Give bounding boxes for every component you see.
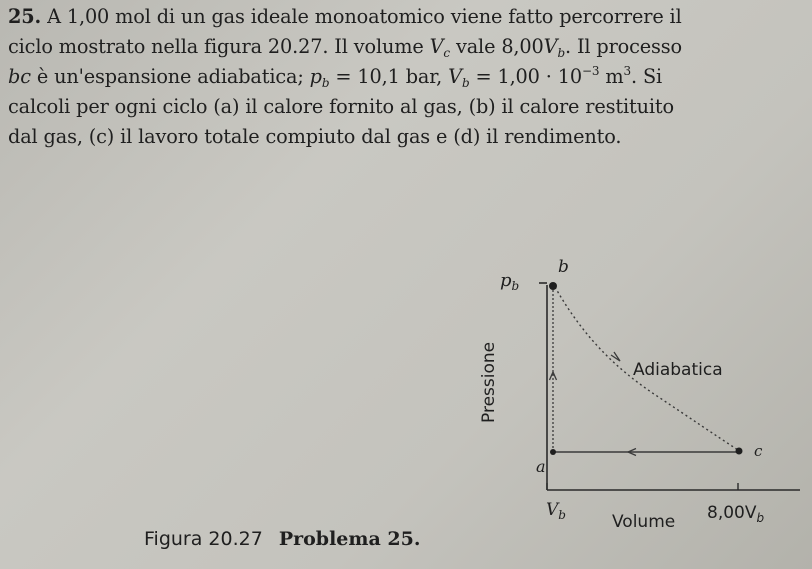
problem-line-4: calcoli per ogni ciclo (a) il calore fornito al gas, (b) il calore restituito: [8, 95, 674, 118]
x-axis-label: Volume: [612, 512, 676, 532]
problem-line-3: bc è un'espansione adiabatica; $p_b = 10,1$ bar, $V_b = 1,00 \cdot 10^{-3}$ $m^3$. Si: [8, 64, 663, 90]
point-b-label: b: [558, 257, 569, 277]
problem-line-1: 25. A 1,00 mol di un gas ideale monoatomico viene fatto percorrere il: [8, 5, 682, 28]
problem-line-2: ciclo mostrato nella figura 20.27. Il volume $V_c$ vale $8,00V_b$. Il processo: [8, 35, 682, 60]
point-c-label: c: [754, 442, 763, 460]
point-a-dot: [550, 449, 556, 455]
tick-vb-label: $V_b$: [546, 500, 566, 522]
tick-8vb-label: $8,00V_b$: [707, 503, 765, 525]
figure-caption: [144, 528, 420, 550]
arrow-adiabatic: [611, 352, 620, 361]
curve-label: Adiabatica: [633, 360, 723, 380]
problem-number: 25.: [8, 5, 42, 28]
pb-label: $p_b$: [500, 270, 520, 293]
y-axis-label: Pressione: [479, 341, 499, 423]
point-b-dot: [549, 282, 557, 290]
caption-title: Problema 25.: [278, 528, 421, 550]
point-c-dot: [736, 448, 743, 455]
problem-line-5: dal gas, (c) il lavoro totale compiuto dal gas e (d) il rendimento.: [8, 125, 622, 148]
caption-label: Figura 20.27: [144, 528, 263, 550]
point-a-label: a: [536, 457, 546, 476]
